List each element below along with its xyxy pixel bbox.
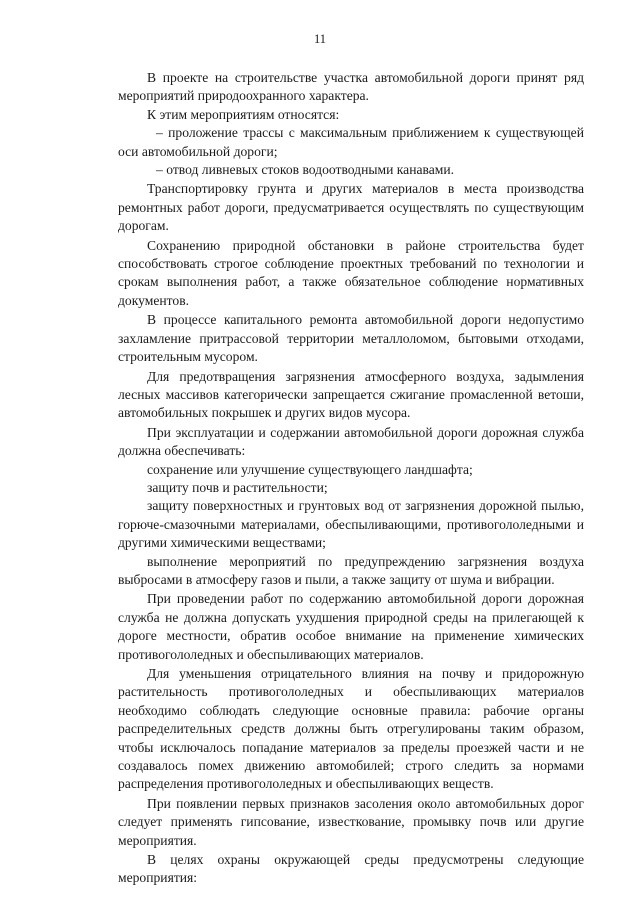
page-number: 11 <box>313 32 327 46</box>
paragraph: Сохранению природной обстановки в районе строительства будет способствовать строгое соблюдение проектных требований по технологии и срокам выполнения работ, а также обязательное соблюдение нормативных документов. <box>118 237 584 308</box>
list-item: защиту поверхностных и грунтовых вод от загрязнения дорожной пылью, горюче-смазочными материалами, обеспыливающими, противогололедными и другими химическими веществами; <box>118 498 584 551</box>
list-item: сохранение или улучшение существующего ландшафта; <box>147 461 473 477</box>
paragraph: К этим мероприятиям относятся: <box>147 106 340 122</box>
list-item: – отвод ливневых стоков водоотводными канавами. <box>156 162 455 178</box>
paragraph: При появлении первых признаков засоления около автомобильных дорог следует применять гипсование, известкование, промывку почв или другие мероприятия. <box>118 795 584 848</box>
paragraph: Для уменьшения отрицательного влияния на почву и придорожную растительность противогололедных и обеспыливающих материалов необходимо соблюдать следующие основные правила: рабочие органы распределительных средств должны быть отрегулированы таким образом, чтобы исключалось попадание материалов за пределы проезжей части и не создавалось помех движению автомобилей; строго следить за нормами распределения противогололедных и обеспыливающих веществ. <box>118 666 584 792</box>
list-item: защиту почв и растительности; <box>147 479 328 495</box>
paragraph: Транспортировку грунта и других материалов в места производства ремонтных работ дороги, предусматривается осуществлять по существующим дорогам. <box>118 181 584 234</box>
paragraph: В целях охраны окружающей среды предусмотрены следующие мероприятия: <box>118 852 584 886</box>
list-item: – проложение трассы с максимальным приближением к существующей оси автомобильной дороги; <box>118 125 584 159</box>
paragraph: При проведении работ по содержанию автомобильной дороги дорожная служба не должна допускать ухудшения природной среды на прилегающей к дороге местности, обратив особое внимание на применение химических противогололедных и обеспыливающих материалов. <box>118 591 584 662</box>
document-body <box>118 69 584 888</box>
paragraph: В процессе капитального ремонта автомобильной дороги недопустимо захламление притрассовой территории металлоломом, бытовыми отходами, строительным мусором. <box>118 312 584 365</box>
list-item: выполнение мероприятий по предупреждению загрязнения воздуха выбросами в атмосферу газов и пыли, а также защиту от шума и вибрации. <box>118 553 584 587</box>
paragraph: При эксплуатации и содержании автомобильной дороги дорожная служба должна обеспечивать: <box>118 424 584 459</box>
paragraph: В проекте на строительстве участка автомобильной дороги принят ряд мероприятий природоохранного характера. <box>118 70 584 104</box>
paragraph: Для предотвращения загрязнения атмосферного воздуха, задымления лесных массивов категорически запрещается сжигание промасленной ветоши, автомобильных покрышек и других видов мусора. <box>118 368 584 421</box>
